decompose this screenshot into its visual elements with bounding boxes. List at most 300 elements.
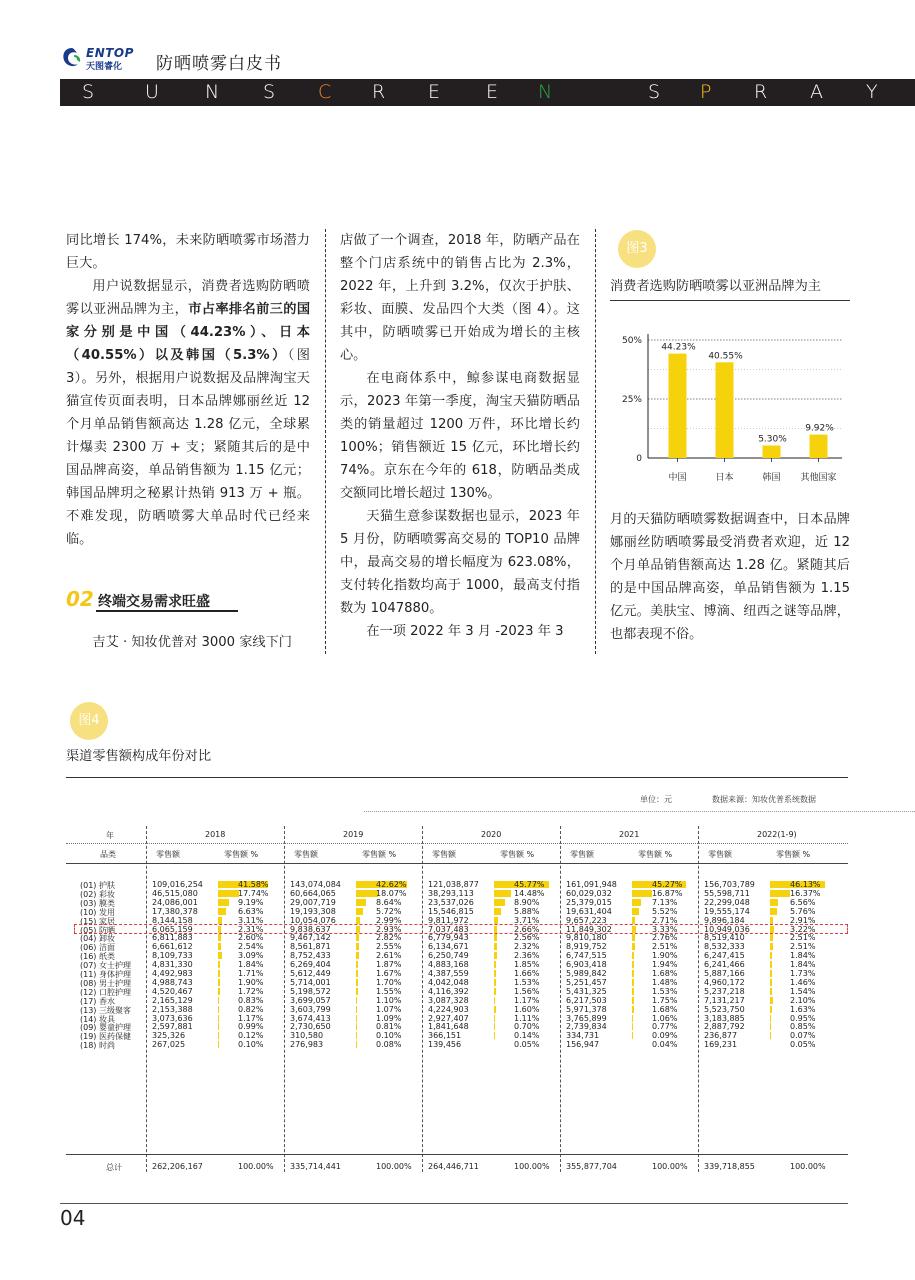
x-tick-label: 其他国家 [800, 473, 837, 483]
row-amount: 3,087,328 [428, 995, 469, 1005]
row-amount: 38,293,113 [428, 888, 474, 898]
percent-bar [770, 899, 778, 906]
band-letter: S [82, 81, 95, 103]
header-title: 防晒喷雾白皮书 [156, 54, 282, 74]
row-percent: 1.46% [790, 977, 816, 987]
percent-bar [218, 908, 226, 915]
figure-3-badge: 图3 [618, 230, 656, 268]
header-percent: 零售额 % [500, 850, 535, 859]
row-percent: 41.58% [238, 880, 269, 889]
row-percent: 5.76% [790, 906, 816, 916]
row-percent: 46.13% [790, 880, 821, 889]
percent-bar [218, 979, 220, 986]
row-amount: 2,927,407 [428, 1013, 469, 1023]
header-amount: 零售额 [708, 850, 732, 859]
percent-bar [218, 899, 229, 906]
row-percent: 6.56% [790, 897, 816, 907]
total-amount: 339,718,855 [704, 1162, 755, 1171]
row-percent: 1.07% [376, 1004, 402, 1014]
percent-bar [356, 934, 359, 941]
row-amount: 10,054,076 [290, 915, 336, 925]
row-amount: 19,555,174 [704, 906, 750, 916]
row-percent: 3.09% [238, 951, 264, 961]
row-percent: 2.32% [514, 942, 540, 952]
row-category: (01) 护肤 [80, 881, 115, 890]
row-percent: 1.68% [652, 1004, 678, 1014]
section-title: 终端交易需求旺盛 [98, 594, 210, 610]
row-percent: 2.71% [652, 915, 678, 925]
band-letter: P [700, 81, 712, 103]
row-amount: 310,580 [290, 1031, 324, 1041]
row-amount: 2,165,129 [152, 995, 193, 1005]
header-amount: 零售额 [432, 850, 456, 859]
header-year: 2021 [619, 830, 640, 839]
text-column-1-continued [66, 631, 310, 654]
row-percent: 0.70% [514, 1022, 540, 1032]
row-amount: 9,811,972 [428, 915, 469, 925]
row-amount: 2,730,650 [290, 1022, 331, 1032]
band-letter: N [538, 81, 553, 103]
row-category: (10) 发用 [80, 907, 115, 917]
percent-bar [494, 908, 501, 915]
percent-bar [494, 988, 496, 995]
row-percent: 1.56% [514, 986, 540, 996]
col1-paragraph-1: 同比增长 174%，未来防晒喷雾市场潜力巨大。 [66, 233, 310, 271]
percent-bar [218, 1023, 219, 1030]
row-percent: 0.09% [652, 1031, 678, 1041]
total-label: 总计 [106, 1163, 122, 1172]
row-percent: 2.91% [790, 915, 816, 925]
percent-bar [770, 970, 772, 977]
row-percent: 1.09% [376, 1013, 402, 1023]
row-amount: 5,523,750 [704, 1004, 745, 1014]
percent-bar [632, 899, 641, 906]
entop-logo [60, 46, 150, 72]
percent-bar [356, 988, 358, 995]
row-amount: 4,988,743 [152, 977, 193, 987]
row-percent: 2.76% [652, 933, 678, 943]
totals-rule [66, 1154, 848, 1155]
figure-4-unit: 单位：元 [640, 795, 672, 804]
data-label: 44.23% [661, 342, 696, 353]
header-amount: 零售额 [570, 850, 594, 859]
section-underline [96, 610, 238, 612]
section-number: 02 [66, 587, 94, 611]
column-separator [560, 826, 561, 1172]
percent-bar [632, 997, 634, 1004]
total-percent: 100.00% [790, 1162, 826, 1171]
row-percent: 6.63% [238, 906, 264, 916]
row-amount: 4,116,392 [428, 986, 469, 996]
row-amount: 5,971,378 [566, 1004, 607, 1014]
row-amount: 5,251,457 [566, 977, 607, 987]
row-category: (06) 洁面 [80, 943, 115, 953]
figure-4-dotted-rule [364, 811, 915, 812]
col1-p2-bold: 市占率排名前三的国家分别是中国（44.23%）、日本（40.55%）以及韩国（5.3%） [66, 302, 311, 363]
row-percent: 2.66% [514, 924, 540, 934]
percent-bar [356, 899, 366, 906]
row-amount: 5,198,572 [290, 986, 331, 996]
total-percent: 100.00% [376, 1162, 412, 1171]
row-percent: 14.48% [514, 888, 545, 898]
band-letter: N [205, 81, 220, 103]
page-number: 04 [60, 1206, 86, 1230]
header-percent: 零售额 % [776, 850, 811, 859]
row-percent: 1.84% [790, 960, 816, 970]
percent-bar [632, 890, 652, 897]
row-percent: 1.85% [514, 960, 540, 970]
row-amount: 267,025 [152, 1040, 186, 1050]
percent-bar [770, 952, 772, 959]
percent-bar [494, 970, 496, 977]
row-amount: 5,431,325 [566, 986, 607, 996]
header-percent: 零售额 % [224, 850, 259, 859]
row-percent: 42.62% [376, 880, 407, 889]
header-rule [66, 863, 848, 864]
percent-bar [494, 899, 505, 906]
row-category: (05) 防晒 [80, 925, 115, 935]
logo-subtext: 天图睿化 [86, 62, 123, 72]
percent-bar [356, 979, 358, 986]
percent-bar [632, 943, 635, 950]
row-amount: 6,811,883 [152, 933, 193, 943]
row-amount: 5,237,218 [704, 986, 745, 996]
data-label: 40.55% [708, 351, 743, 362]
row-amount: 19,631,404 [566, 906, 612, 916]
total-percent: 100.00% [238, 1162, 274, 1171]
row-percent: 0.05% [514, 1040, 540, 1050]
row-amount: 4,492,983 [152, 969, 193, 978]
percent-bar [218, 961, 220, 968]
percent-bar [494, 1023, 495, 1030]
row-percent: 9.19% [238, 897, 264, 907]
row-percent: 2.51% [652, 942, 678, 952]
percent-bar [770, 943, 773, 950]
row-amount: 6,903,418 [566, 960, 607, 970]
row-percent: 5.88% [514, 906, 540, 916]
figure-3-bar-chart [610, 318, 850, 488]
percent-bar [770, 997, 773, 1004]
row-percent: 1.94% [652, 960, 678, 970]
row-percent: 0.85% [790, 1022, 816, 1032]
col1-paragraph-2 [66, 275, 310, 551]
row-amount: 46,515,080 [152, 888, 198, 898]
total-amount: 264,446,711 [428, 1162, 479, 1171]
row-percent: 0.99% [238, 1022, 264, 1032]
row-amount: 9,838,637 [290, 924, 331, 934]
row-percent: 1.10% [376, 995, 402, 1005]
row-amount: 23,537,026 [428, 897, 474, 907]
row-category: (09) 婴童护理 [80, 1023, 131, 1033]
percent-bar [632, 934, 635, 941]
x-tick-label: 中国 [668, 473, 687, 483]
percent-bar [356, 890, 378, 897]
column-separator [422, 826, 423, 1172]
header-category-label: 品类 [100, 850, 116, 859]
row-amount: 8,752,433 [290, 951, 331, 961]
total-amount: 355,877,704 [566, 1162, 617, 1171]
col1-paragraph-3: 吉艾 · 知妆优普对 3000 家线下门 [92, 635, 292, 650]
row-amount: 6,747,515 [566, 951, 607, 961]
percent-bar [218, 1015, 219, 1022]
header-amount: 零售额 [294, 850, 318, 859]
row-percent: 0.07% [790, 1031, 816, 1041]
row-amount: 22,299,048 [704, 897, 750, 907]
col1-p2-start: 用户说数据显示，消费者选购防晒喷雾以亚洲品牌为主， [66, 279, 310, 317]
row-percent: 1.48% [652, 977, 678, 987]
row-amount: 109,016,254 [152, 880, 203, 889]
row-percent: 45.27% [652, 880, 683, 889]
row-amount: 4,883,168 [428, 960, 469, 970]
row-percent: 1.55% [376, 986, 402, 996]
band-letter: E [486, 81, 499, 103]
row-percent: 2.31% [238, 924, 264, 934]
row-percent: 7.13% [652, 897, 678, 907]
band-letter: R [754, 81, 768, 103]
row-amount: 3,073,636 [152, 1013, 193, 1023]
percent-bar [356, 952, 359, 959]
row-amount: 3,765,899 [566, 1013, 607, 1023]
row-amount: 4,831,330 [152, 960, 193, 970]
row-percent: 1.17% [514, 995, 540, 1005]
percent-bar [218, 934, 221, 941]
percent-bar [218, 988, 220, 995]
row-amount: 366,151 [428, 1031, 462, 1041]
row-percent: 0.12% [238, 1031, 264, 1041]
header-amount: 零售额 [156, 850, 180, 859]
row-percent: 1.06% [652, 1013, 678, 1023]
row-category: (03) 膜类 [80, 898, 115, 908]
row-amount: 10,949,036 [704, 924, 750, 934]
row-percent: 1.54% [790, 986, 816, 996]
row-amount: 156,947 [566, 1040, 600, 1050]
highlight-box [74, 924, 848, 934]
row-amount: 15,546,815 [428, 906, 474, 916]
row-amount: 8,109,733 [152, 951, 193, 961]
row-amount: 6,217,503 [566, 995, 607, 1005]
row-percent: 45.77% [514, 880, 545, 889]
row-amount: 6,269,404 [290, 960, 331, 970]
percent-bar [356, 997, 357, 1004]
total-amount: 335,714,441 [290, 1162, 341, 1171]
header-year-label: 年 [106, 831, 114, 840]
row-percent: 0.81% [376, 1022, 402, 1032]
row-amount: 8,532,333 [704, 942, 745, 952]
row-amount: 6,134,671 [428, 942, 469, 952]
row-percent: 5.52% [652, 906, 678, 916]
y-tick-label: 50% [621, 336, 642, 346]
percent-bar [770, 934, 773, 941]
figure-3-title: 消费者选购防晒喷雾以亚洲品牌为主 [610, 279, 821, 294]
row-amount: 7,131,217 [704, 995, 745, 1005]
row-amount: 29,007,719 [290, 897, 336, 907]
band-letter: S [263, 81, 276, 103]
total-percent: 100.00% [514, 1162, 550, 1171]
row-amount: 9,896,184 [704, 915, 745, 925]
row-category: (13) 三级聚客 [80, 1005, 131, 1015]
row-percent: 2.54% [238, 942, 264, 952]
row-category: (15) 家居 [80, 916, 115, 926]
row-percent: 1.84% [790, 951, 816, 961]
row-percent: 0.08% [376, 1040, 402, 1050]
row-percent: 1.68% [652, 969, 678, 978]
row-amount: 143,074,084 [290, 880, 341, 889]
row-percent: 2.36% [514, 951, 540, 961]
row-amount: 8,144,158 [152, 915, 193, 925]
text-column-3 [610, 508, 850, 646]
percent-bar [632, 988, 634, 995]
row-category: (17) 香水 [80, 996, 115, 1006]
percent-bar [356, 961, 358, 968]
percent-bar [218, 890, 239, 897]
row-percent: 1.66% [514, 969, 540, 978]
band-letter: S [648, 81, 661, 103]
figure-4-source: 数据来源：知妆优普系统数据 [712, 795, 816, 804]
row-amount: 5,612,449 [290, 969, 331, 978]
row-percent: 0.10% [376, 1031, 402, 1041]
col2-paragraph-2: 在电商体系中，鲸参谋电商数据显示，2023 年第一季度，淘宝天猫防晒品类的销量超过 1200 万件，环比增长约 100%；销售额近 15 亿元，环比增长约 74%。京东在今年的 618，防晒品类成交额同比增长超过 130%。 [340, 371, 580, 501]
logo-swirl-icon [60, 46, 84, 70]
percent-bar [494, 997, 495, 1004]
row-amount: 169,231 [704, 1040, 738, 1050]
row-amount: 60,029,032 [566, 888, 612, 898]
percent-bar [494, 934, 497, 941]
row-percent: 2.60% [238, 933, 264, 943]
row-percent: 0.82% [238, 1004, 264, 1014]
row-percent: 0.95% [790, 1013, 816, 1023]
row-amount: 3,674,413 [290, 1013, 331, 1023]
row-amount: 2,597,881 [152, 1022, 193, 1032]
percent-bar [218, 970, 220, 977]
row-percent: 2.10% [790, 995, 816, 1005]
row-category: (07) 女士护理 [80, 961, 131, 971]
percent-bar [356, 1006, 357, 1013]
text-column-2 [340, 229, 580, 643]
row-amount: 6,241,466 [704, 960, 745, 970]
percent-bar [218, 943, 221, 950]
row-category: (08) 男士护理 [80, 978, 131, 988]
row-amount: 139,456 [428, 1040, 462, 1050]
row-amount: 8,561,871 [290, 942, 331, 952]
row-percent: 1.73% [790, 969, 816, 978]
row-percent: 16.87% [652, 888, 683, 898]
header-year: 2020 [481, 830, 502, 839]
row-percent: 0.77% [652, 1022, 678, 1032]
text-column-1 [66, 229, 310, 551]
percent-bar [218, 952, 222, 959]
header-year: 2018 [205, 830, 226, 839]
row-amount: 8,519,410 [704, 933, 745, 943]
row-amount: 19,193,308 [290, 906, 336, 916]
percent-bar [632, 1006, 634, 1013]
row-amount: 6,779,943 [428, 933, 469, 943]
percent-bar [494, 1006, 496, 1013]
row-amount: 24,086,001 [152, 897, 198, 907]
percent-bar [770, 1023, 771, 1030]
row-amount: 6,250,749 [428, 951, 469, 961]
row-percent: 8.90% [514, 897, 540, 907]
row-amount: 4,520,467 [152, 986, 193, 996]
row-percent: 1.67% [376, 969, 402, 978]
percent-bar [494, 961, 496, 968]
row-percent: 2.56% [514, 933, 540, 943]
header-dotted-rule [66, 843, 848, 844]
percent-bar [632, 1015, 633, 1022]
percent-bar [770, 908, 777, 915]
bar [669, 354, 687, 458]
band-letter: U [145, 81, 159, 103]
data-label: 5.30% [758, 434, 787, 445]
header-year: 2019 [343, 830, 364, 839]
row-amount: 5,989,842 [566, 969, 607, 978]
row-amount: 9,467,142 [290, 933, 331, 943]
row-percent: 2.51% [790, 933, 816, 943]
row-percent: 1.60% [514, 1004, 540, 1014]
row-amount: 334,731 [566, 1031, 600, 1041]
row-amount: 1,841,648 [428, 1022, 469, 1032]
row-percent: 2.55% [376, 942, 402, 952]
figure-4-badge: 图4 [70, 702, 108, 740]
col2-paragraph-4: 在一项 2022 年 3 月 -2023 年 3 [366, 624, 564, 639]
percent-bar [356, 1015, 357, 1022]
percent-bar [632, 952, 634, 959]
row-percent: 1.53% [514, 977, 540, 987]
row-amount: 325,326 [152, 1031, 186, 1041]
row-percent: 1.63% [790, 1004, 816, 1014]
row-amount: 3,699,057 [290, 995, 331, 1005]
col2-paragraph-1: 店做了一个调查，2018 年，防晒产品在整个门店系统中的销售占比为 2.3%，2022 年，上升到 3.2%，仅次于护肤、彩妆、面膜、发品四个大类（图 4）。这其中，防晒喷雾已开始成为增长的主核心。 [340, 233, 580, 363]
row-category: (14) 妆具 [80, 1014, 115, 1024]
logo-text: ENTOP [86, 46, 134, 60]
row-percent: 1.87% [376, 960, 402, 970]
row-amount: 11,849,302 [566, 924, 612, 934]
row-amount: 2,739,834 [566, 1022, 607, 1032]
row-amount: 236,877 [704, 1031, 738, 1041]
row-percent: 2.61% [376, 951, 402, 961]
row-percent: 1.84% [238, 960, 264, 970]
row-amount: 4,042,048 [428, 977, 469, 987]
row-category: (12) 口腔护理 [80, 987, 131, 997]
row-category: (18) 时尚 [80, 1041, 115, 1051]
y-tick-label: 0 [636, 454, 642, 464]
bar [716, 362, 734, 458]
row-amount: 121,038,877 [428, 880, 479, 889]
row-percent: 0.14% [514, 1031, 540, 1041]
row-category: (02) 彩妆 [80, 889, 115, 899]
percent-bar [770, 1015, 771, 1022]
bar [810, 435, 828, 458]
percent-bar [356, 1023, 357, 1030]
row-percent: 0.10% [238, 1040, 264, 1050]
percent-bar [494, 890, 511, 897]
row-percent: 1.72% [238, 986, 264, 996]
percent-bar [632, 961, 634, 968]
row-percent: 3.11% [238, 915, 264, 925]
header-year: 2022(1-9) [757, 830, 797, 839]
percent-bar [356, 908, 363, 915]
row-category: (16) 纸类 [80, 952, 115, 962]
row-amount: 156,703,789 [704, 880, 755, 889]
col1-p2-end: （图 3）。另外，根据用户说数据及品牌淘宝天猫宣传页面表明，日本品牌娜丽丝近 12 个月单品销售额高达 1.28 亿元，全球累计爆卖 2300 万 + 支；紧随其后的是中国品牌高姿，单品销售额为 1.15 亿元；韩国品牌玥之秘累计热销 913 万 + 瓶。不难发现，防晒喷雾大单品时代已经来临。 [66, 348, 310, 547]
row-amount: 6,247,415 [704, 951, 745, 961]
row-percent: 3.71% [514, 915, 540, 925]
percent-bar [632, 979, 634, 986]
data-label: 9.92% [805, 423, 834, 434]
percent-bar [218, 997, 219, 1004]
column-divider-1 [325, 229, 326, 654]
row-percent: 17.74% [238, 888, 269, 898]
row-amount: 3,183,885 [704, 1013, 745, 1023]
